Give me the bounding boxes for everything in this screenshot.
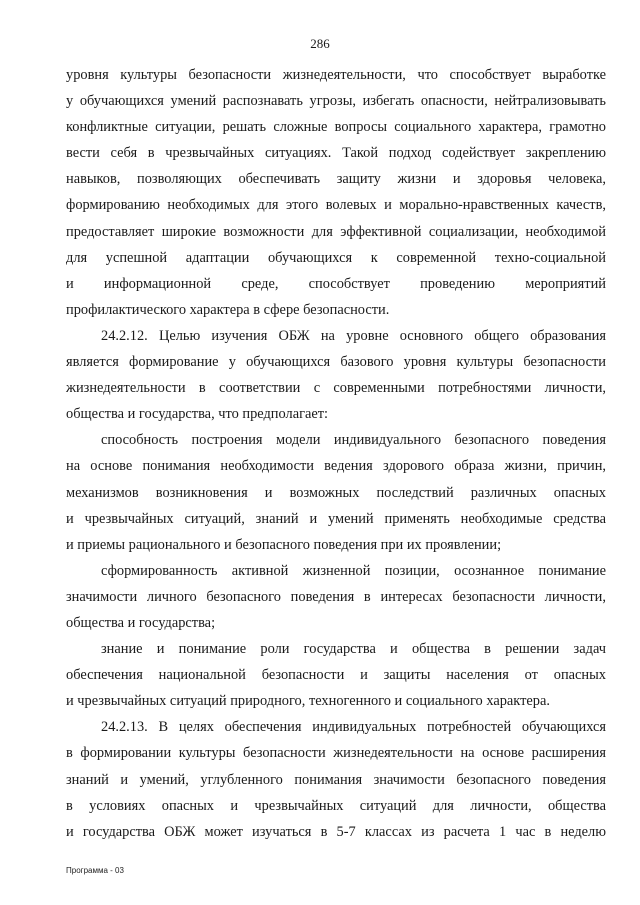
text-line: формированию необходимых для этого волевых и морально-нравственных качеств,	[66, 197, 606, 214]
text-line: способность построения модели индивидуального безопасного поведения	[101, 432, 606, 449]
text-line: вести себя в чрезвычайных ситуациях. Такой подход содействует закреплению	[66, 145, 606, 162]
text-line: для успешной адаптации обучающихся к современной техно-социальной	[66, 249, 606, 266]
text-line: знание и понимание роли государства и общества в решении задач	[101, 641, 606, 658]
text-line: является формирование у обучающихся базового уровня культуры безопасности	[66, 354, 606, 371]
text-line: механизмов возникновения и возможных последствий различных опасных	[66, 484, 606, 501]
text-line: и государства ОБЖ может изучаться в 5-7 классах из расчета 1 час в неделю	[66, 823, 606, 840]
text-line: общества и государства, что предполагает:	[66, 406, 329, 423]
footer-label: Программа - 03	[66, 866, 124, 875]
text-line: и чрезвычайных ситуаций, знаний и умений применять необходимые средства	[66, 510, 606, 527]
text-line: в формировании культуры безопасности жизнедеятельности на основе расширения	[66, 745, 606, 762]
text-line: и приемы рационального и безопасного поведения при их проявлении;	[66, 536, 502, 553]
text-line: знаний и умений, углубленного понимания значимости безопасного поведения	[66, 771, 606, 788]
text-line: и чрезвычайных ситуаций природного, техногенного и социального характера.	[66, 693, 550, 710]
body-text	[66, 62, 606, 845]
text-line: на основе понимания необходимости ведения здорового образа жизни, причин,	[66, 458, 606, 475]
text-line: 24.2.12. Целью изучения ОБЖ на уровне основного общего образования	[101, 327, 606, 344]
text-line: в условиях опасных и чрезвычайных ситуаций для личности, общества	[66, 797, 606, 814]
text-line: уровня культуры безопасности жизнедеятельности, что способствует выработке	[66, 67, 606, 83]
text-line: предоставляет широкие возможности для эффективной социализации, необходимой	[66, 223, 606, 240]
text-line: сформированность активной жизненной позиции, осознанное понимание	[101, 562, 606, 579]
text-line: у обучающихся умений распознавать угрозы, избегать опасности, нейтрализовывать	[66, 93, 606, 110]
text-line: и информационной среде, способствует проведению мероприятий	[66, 275, 606, 292]
text-line: навыков, позволяющих обеспечивать защиту жизни и здоровья человека,	[66, 171, 606, 188]
text-line: конфликтные ситуации, решать сложные вопросы социального характера, грамотно	[66, 119, 606, 136]
text-line: общества и государства;	[66, 614, 216, 631]
text-line: обеспечения национальной безопасности и защиты населения от опасных	[66, 667, 606, 684]
page-number: 286	[310, 36, 330, 51]
text-line: значимости личного безопасного поведения в интересах безопасности личности,	[66, 588, 606, 605]
text-line: 24.2.13. В целях обеспечения индивидуальных потребностей обучающихся	[101, 719, 606, 736]
text-line: жизнедеятельности в соответствии с современными потребностями личности,	[66, 380, 606, 397]
text-line: профилактического характера в сфере безопасности.	[66, 301, 390, 318]
